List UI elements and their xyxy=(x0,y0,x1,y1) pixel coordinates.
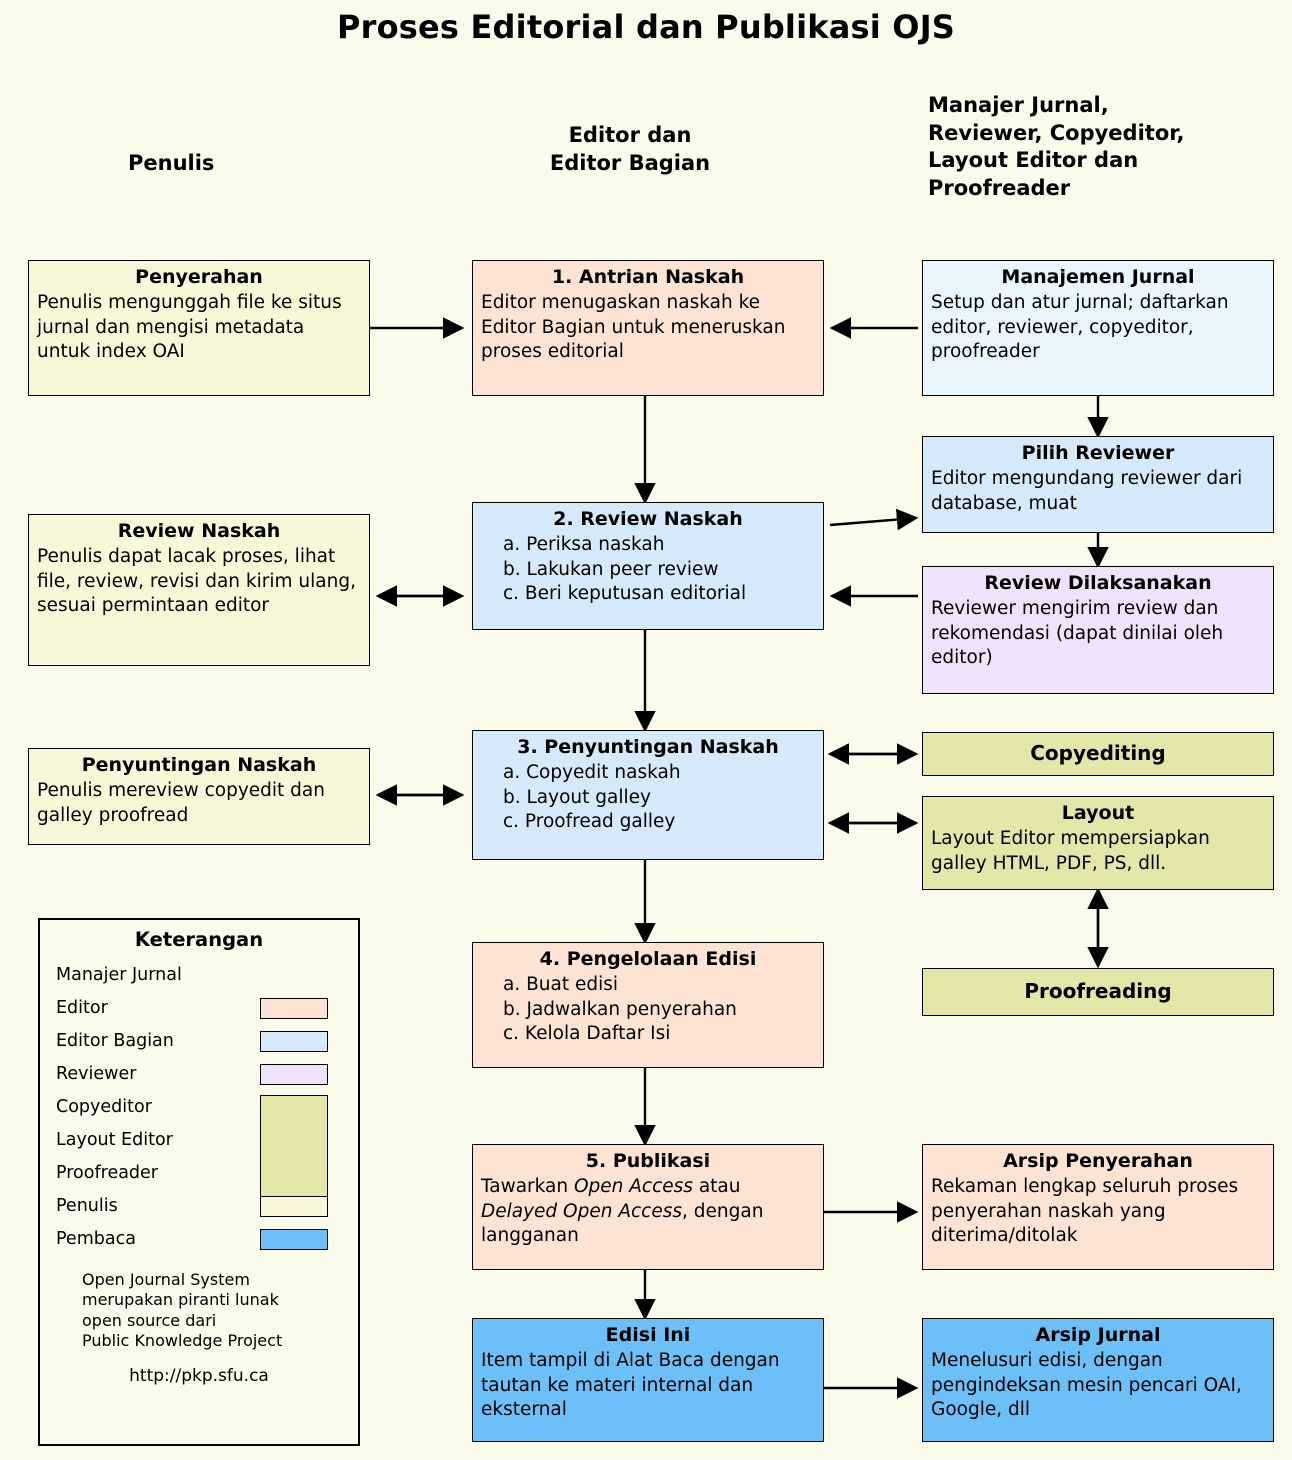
box-review-dilaksanakan xyxy=(922,566,1274,694)
legend-title: Keterangan xyxy=(134,928,264,951)
legend-swatch-editor-bagian xyxy=(260,1031,328,1052)
box-layout-body: Layout Editor mempersiapkan galley HTML, PDF, PS, dll. xyxy=(931,828,1210,874)
box-pengelolaan-edisi-item-c: c. Kelola Daftar Isi xyxy=(503,1023,671,1045)
legend-label-copyeditor: Copyeditor xyxy=(56,1097,152,1117)
legend-row-manajer-jurnal xyxy=(40,959,358,992)
column-heading-editor: Editor dan Editor Bagian xyxy=(549,123,711,175)
box-pengelolaan-edisi-title: 4. Pengelolaan Edisi xyxy=(539,948,757,970)
box-pengelolaan-edisi xyxy=(472,942,824,1068)
box-penyuntingan-penulis-title: Penyuntingan Naskah xyxy=(81,754,317,776)
legend-swatch-pembaca xyxy=(260,1229,328,1250)
box-layout xyxy=(922,796,1274,890)
box-edisi-ini-body: Item tampil di Alat Baca dengan tautan ke materi internal dan eksternal xyxy=(481,1350,780,1421)
box-review-dilaksanakan-title: Review Dilaksanakan xyxy=(984,572,1212,594)
box-arsip-penyerahan-body: Rekaman lengkap seluruh proses penyerahan naskah yang diterima/ditolak xyxy=(931,1176,1239,1247)
box-pilih-reviewer-title: Pilih Reviewer xyxy=(1021,442,1175,464)
legend-row-pembaca xyxy=(40,1223,358,1256)
box-penyuntingan-naskah-item-c: c. Proofread galley xyxy=(503,811,676,833)
box-manajemen-jurnal xyxy=(922,260,1274,396)
legend-label-manajer-jurnal: Manajer Jurnal xyxy=(56,965,182,985)
legend-swatch-penulis xyxy=(260,1196,328,1217)
box-manajemen-jurnal-title: Manajemen Jurnal xyxy=(1001,266,1195,288)
box-penyuntingan-naskah-item-b: b. Layout galley xyxy=(503,786,651,808)
box-copyediting xyxy=(922,732,1274,776)
box-pengelolaan-edisi-item-a: a. Buat edisi xyxy=(503,974,619,996)
box-penyerahan-body: Penulis mengunggah file ke situs jurnal dan mengisi metadata untuk index OAI xyxy=(37,292,342,363)
legend-swatch-reviewer xyxy=(260,1064,328,1085)
legend-row-proofreader xyxy=(40,1157,358,1190)
box-arsip-jurnal-title: Arsip Jurnal xyxy=(1035,1324,1161,1346)
box-publikasi xyxy=(472,1144,824,1270)
legend-label-editor: Editor xyxy=(56,998,108,1018)
box-review-dilaksanakan-body: Reviewer mengirim review dan rekomendasi (dapat dinilai oleh editor) xyxy=(931,598,1224,669)
box-review-naskah-title: 2. Review Naskah xyxy=(553,508,743,530)
box-pilih-reviewer-body: Editor mengundang reviewer dari database, muat xyxy=(931,468,1243,514)
legend-label-pembaca: Pembaca xyxy=(56,1229,136,1249)
box-manajemen-jurnal-body: Setup dan atur jurnal; daftarkan editor, reviewer, copyeditor, proofreader xyxy=(931,292,1229,363)
box-review-naskah-penulis-body: Penulis dapat lacak proses, lihat file, review, revisi dan kirim ulang, sesuai permintaan editor xyxy=(37,546,356,617)
box-antrian-naskah-title: 1. Antrian Naskah xyxy=(551,266,745,288)
box-antrian-naskah-body: Editor menugaskan naskah ke Editor Bagian untuk meneruskan proses editorial xyxy=(481,292,786,363)
legend-row-layout-editor xyxy=(40,1124,358,1157)
box-antrian-naskah xyxy=(472,260,824,396)
legend-rows xyxy=(40,959,358,1256)
column-heading-penulis: Penulis xyxy=(128,151,215,175)
legend-label-proofreader: Proofreader xyxy=(56,1163,159,1183)
box-penyuntingan-naskah xyxy=(472,730,824,860)
publikasi-part-3: Delayed Open Access xyxy=(481,1200,683,1222)
box-pilih-reviewer xyxy=(922,436,1274,533)
publikasi-part-0: Tawarkan xyxy=(481,1176,574,1198)
legend-panel xyxy=(38,918,360,1446)
box-arsip-penyerahan xyxy=(922,1144,1274,1270)
legend-url: http://pkp.sfu.ca xyxy=(129,1365,269,1386)
page-title: Proses Editorial dan Publikasi OJS xyxy=(336,8,956,46)
box-arsip-penyerahan-title: Arsip Penyerahan xyxy=(1003,1150,1193,1172)
legend-row-penulis xyxy=(40,1190,358,1223)
box-penyuntingan-penulis-body: Penulis mereview copyedit dan galley proofread xyxy=(37,780,325,826)
box-review-naskah-penulis-title: Review Naskah xyxy=(117,520,281,542)
box-copyediting-title: Copyediting xyxy=(1030,740,1166,765)
box-penyerahan xyxy=(28,260,370,396)
box-review-naskah-item-a: a. Periksa naskah xyxy=(503,534,665,556)
legend-row-reviewer xyxy=(40,1058,358,1091)
box-penyerahan-title: Penyerahan xyxy=(135,266,263,288)
publikasi-part-1: Open Access xyxy=(573,1176,693,1198)
box-edisi-ini xyxy=(472,1318,824,1442)
box-edisi-ini-title: Edisi Ini xyxy=(605,1324,691,1346)
box-publikasi-title: 5. Publikasi xyxy=(585,1150,711,1172)
box-penyuntingan-penulis xyxy=(28,748,370,845)
legend-label-penulis: Penulis xyxy=(56,1196,118,1216)
legend-row-copyeditor xyxy=(40,1091,358,1124)
publikasi-part-4: , dengan langganan xyxy=(481,1200,764,1247)
box-review-naskah-item-c: c. Beri keputusan editorial xyxy=(503,583,747,605)
box-arsip-jurnal-body: Menelusuri edisi, dengan pengindeksan mesin pencari OAI, Google, dll xyxy=(931,1350,1242,1421)
box-publikasi-body xyxy=(481,1175,815,1249)
legend-row-editor xyxy=(40,992,358,1025)
box-review-naskah xyxy=(472,502,824,630)
legend-label-layout-editor: Layout Editor xyxy=(56,1130,173,1150)
publikasi-part-2: atau xyxy=(692,1176,741,1198)
legend-row-editor-bagian xyxy=(40,1025,358,1058)
legend-note: Open Journal System merupakan piranti lunak open source dari Public Knowledge Project xyxy=(82,1270,283,1351)
box-arsip-jurnal xyxy=(922,1318,1274,1442)
box-penyuntingan-naskah-title: 3. Penyuntingan Naskah xyxy=(517,736,779,758)
box-review-naskah-penulis xyxy=(28,514,370,666)
column-heading-manajer: Manajer Jurnal, Reviewer, Copyeditor, Layout Editor dan Proofreader xyxy=(928,93,1185,201)
box-review-naskah-item-b: b. Lakukan peer review xyxy=(503,558,719,580)
legend-swatch-editor xyxy=(260,998,328,1019)
legend-label-editor-bagian: Editor Bagian xyxy=(56,1031,174,1051)
box-pengelolaan-edisi-item-b: b. Jadwalkan penyerahan xyxy=(503,998,737,1020)
legend-label-reviewer: Reviewer xyxy=(56,1064,137,1084)
box-layout-title: Layout xyxy=(1061,802,1135,824)
box-proofreading-title: Proofreading xyxy=(1024,978,1172,1003)
box-penyuntingan-naskah-item-a: a. Copyedit naskah xyxy=(503,762,681,784)
box-proofreading xyxy=(922,968,1274,1016)
